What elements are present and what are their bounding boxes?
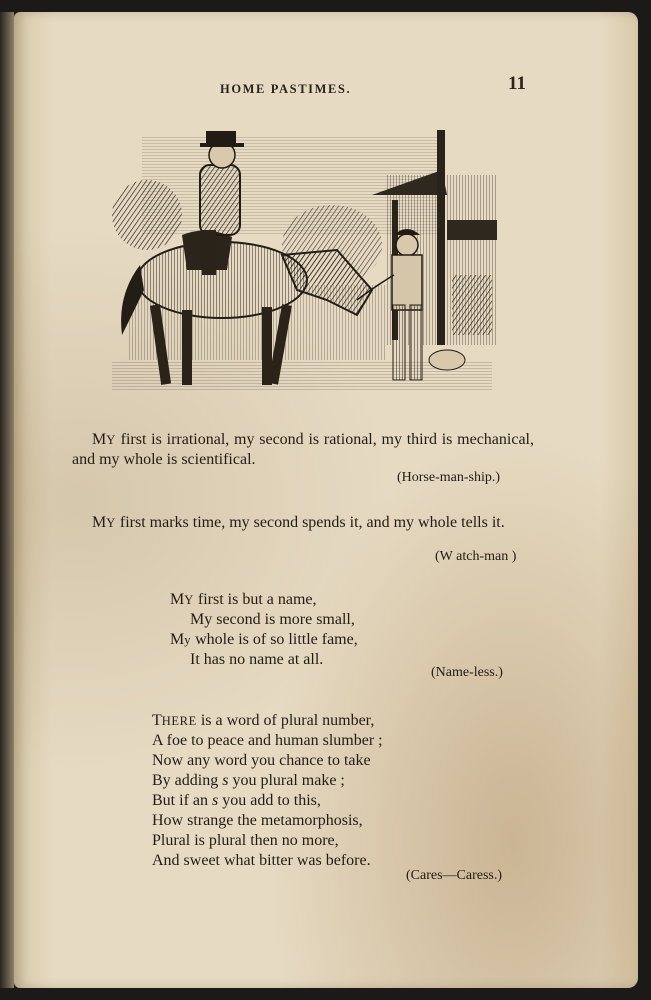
riddle-4-poem xyxy=(152,711,383,871)
italic-letter: s xyxy=(222,772,229,789)
italic-letter: s xyxy=(212,792,219,809)
poem-line xyxy=(152,831,383,851)
book-gutter xyxy=(0,12,14,988)
drop-cap: M xyxy=(92,431,107,448)
engraving-illustration xyxy=(102,125,502,400)
poem-line-text: you plural make ; xyxy=(228,772,345,789)
poem-line xyxy=(170,590,358,610)
small-caps: Y xyxy=(106,516,116,530)
riddle-2-answer: (W atch-man ) xyxy=(435,549,517,564)
drop-cap: M xyxy=(170,591,185,608)
small-caps: Y xyxy=(106,433,116,447)
poem-line xyxy=(152,731,383,751)
poem-line xyxy=(170,610,358,630)
running-title: HOME PASTIMES. xyxy=(220,82,352,96)
drop-cap: M xyxy=(92,514,107,531)
poem-line xyxy=(152,791,383,811)
poem-line-text: A foe to peace and human slumber ; xyxy=(152,732,383,749)
poem-line xyxy=(152,771,383,791)
poem-line xyxy=(170,650,358,670)
riddle-text: first marks time, my second spends it, and my whole tells it. xyxy=(115,514,505,531)
poem-line-text: Plural is plural then no more, xyxy=(152,832,339,849)
drop-cap: M xyxy=(170,631,185,648)
poem-line xyxy=(152,751,383,771)
poem-line-text: It has no name at all. xyxy=(190,651,324,668)
poem-line-text: And sweet what bitter was before. xyxy=(152,852,371,869)
riddle-2 xyxy=(72,513,534,533)
poem-line xyxy=(170,630,358,650)
poem-line xyxy=(152,811,383,831)
small-caps: y xyxy=(184,633,192,647)
poem-line-text: is a word of plural number, xyxy=(196,712,375,729)
riddle-3-answer: (Name-less.) xyxy=(431,665,503,680)
riddle-4-answer: (Cares—Caress.) xyxy=(406,868,503,883)
poem-line-text: first is but a name, xyxy=(193,591,317,608)
poem-line-text: But if an xyxy=(152,792,212,809)
small-caps: HERE xyxy=(161,714,197,728)
drop-cap: T xyxy=(152,712,162,729)
riddle-1 xyxy=(72,430,534,470)
small-caps: Y xyxy=(184,593,194,607)
poem-line xyxy=(152,711,383,731)
poem-line-text: whole is of so little fame, xyxy=(191,631,358,648)
page-number: 11 xyxy=(508,73,526,94)
riddle-3-poem xyxy=(170,590,358,670)
poem-line-text: you add to this, xyxy=(218,792,321,809)
riddle-text: first is irrational, my second is rational, my third is mechanical, and my whole is scientifical. xyxy=(72,431,534,468)
poem-line xyxy=(152,851,383,871)
poem-line-text: Now any word you chance to take xyxy=(152,752,371,769)
poem-line-text: By adding xyxy=(152,772,223,789)
poem-line-text: My second is more small, xyxy=(190,611,355,628)
poem-line-text: How strange the metamorphosis, xyxy=(152,812,363,829)
riddle-1-answer: (Horse-man-ship.) xyxy=(397,470,501,485)
